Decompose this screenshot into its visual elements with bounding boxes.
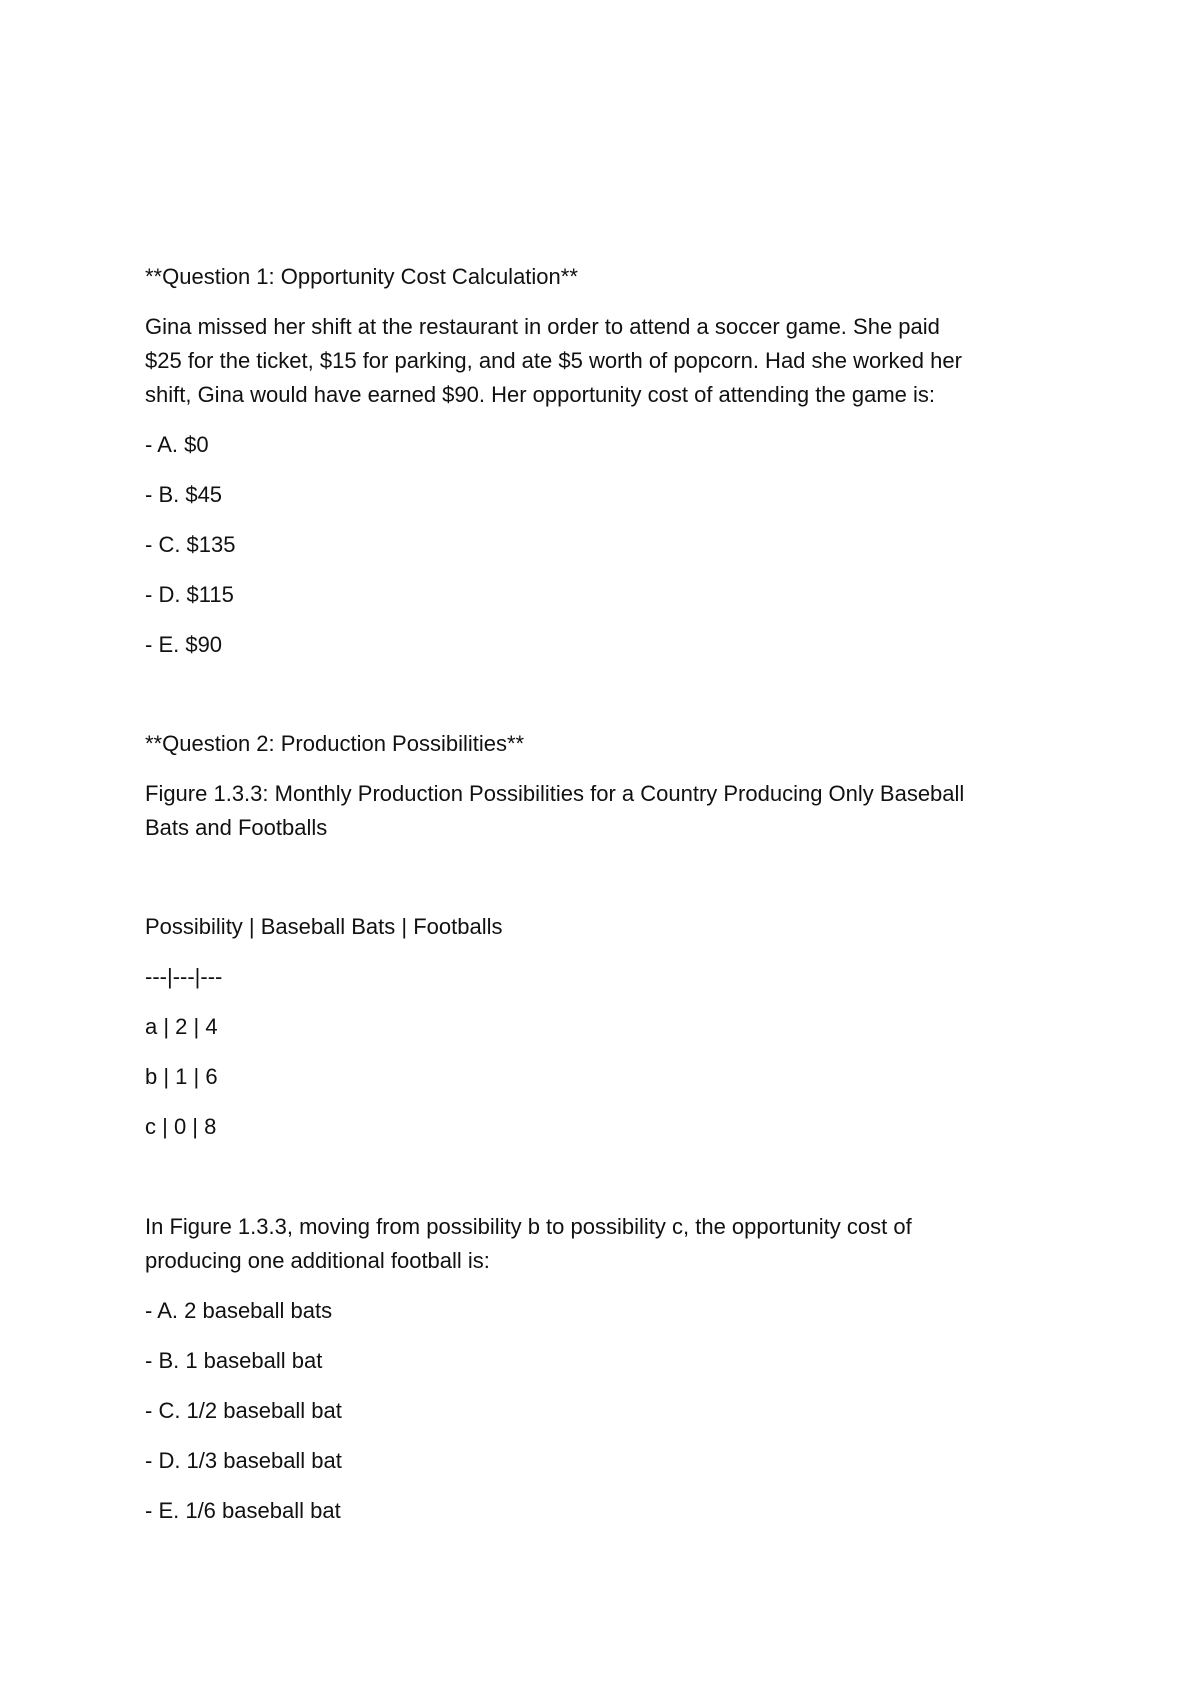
- question-1-option-b: - B. $45: [145, 482, 223, 507]
- question-1-option-c: - C. $135: [145, 532, 236, 557]
- question-1-body-line-2: $25 for the ticket, $15 for parking, and ate $5 worth of popcorn. Had she worked her: [145, 348, 962, 373]
- table-row-c: c | 0 | 8: [145, 1114, 217, 1139]
- question-2-option-a: - A. 2 baseball bats: [145, 1298, 333, 1323]
- question-2-option-b: - B. 1 baseball bat: [145, 1348, 323, 1373]
- question-2-option-e: - E. 1/6 baseball bat: [145, 1498, 341, 1523]
- figure-caption-line-1: Figure 1.3.3: Monthly Production Possibilities for a Country Producing Only Baseball: [145, 781, 965, 806]
- question-1-option-e: - E. $90: [145, 632, 223, 657]
- table-separator-row: ---|---|---: [145, 964, 223, 989]
- table-row-a: a | 2 | 4: [145, 1014, 218, 1039]
- table-header-row: Possibility | Baseball Bats | Footballs: [145, 914, 503, 939]
- question-2-option-d: - D. 1/3 baseball bat: [145, 1448, 342, 1473]
- table-row-b: b | 1 | 6: [145, 1064, 218, 1089]
- question-1-option-d: - D. $115: [145, 582, 234, 607]
- question-2-prompt-line-2: producing one additional football is:: [145, 1248, 490, 1273]
- question-2-heading: **Question 2: Production Possibilities**: [145, 731, 525, 756]
- question-2-option-c: - C. 1/2 baseball bat: [145, 1398, 342, 1423]
- question-1-option-a: - A. $0: [145, 432, 209, 457]
- question-1-body-line-3: shift, Gina would have earned $90. Her opportunity cost of attending the game is:: [145, 382, 936, 407]
- question-1-heading: **Question 1: Opportunity Cost Calculation**: [145, 264, 578, 289]
- question-1-body-line-1: Gina missed her shift at the restaurant in order to attend a soccer game. She paid: [145, 314, 940, 339]
- figure-caption-line-2: Bats and Footballs: [145, 815, 328, 840]
- question-2-prompt-line-1: In Figure 1.3.3, moving from possibility b to possibility c, the opportunity cost of: [145, 1214, 912, 1239]
